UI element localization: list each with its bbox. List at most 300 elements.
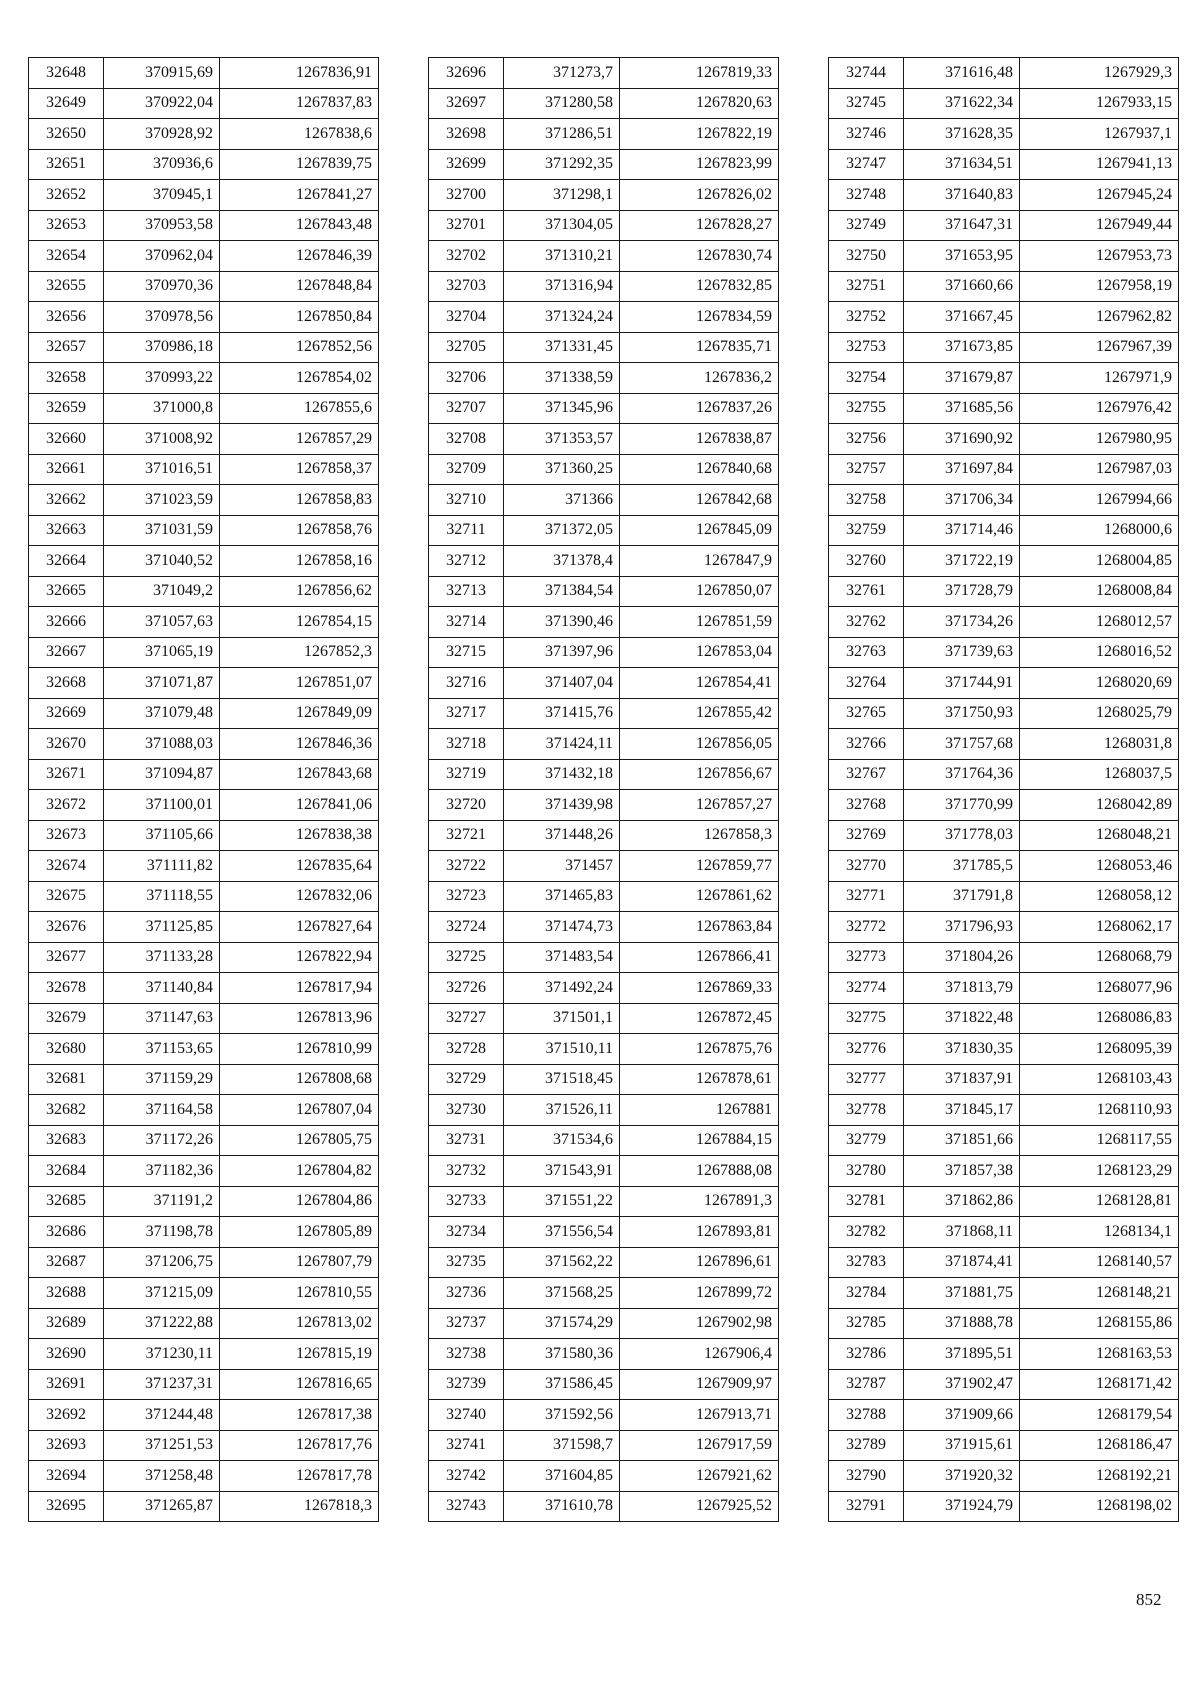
- table-row: [429, 1278, 779, 1309]
- point-number-cell: 32674: [29, 851, 104, 882]
- y-coordinate-cell: 1267917,59: [620, 1430, 779, 1461]
- table-row: [829, 88, 1179, 119]
- x-coordinate-cell: 371105,66: [104, 820, 220, 851]
- x-coordinate-cell: 371757,68: [904, 729, 1020, 760]
- point-number-cell: 32728: [429, 1034, 504, 1065]
- point-number-cell: 32651: [29, 149, 104, 180]
- y-coordinate-cell: 1267851,07: [220, 668, 379, 699]
- y-coordinate-cell: 1268134,1: [1020, 1217, 1179, 1248]
- point-number-cell: 32779: [829, 1125, 904, 1156]
- x-coordinate-cell: 370945,1: [104, 180, 220, 211]
- point-number-cell: 32780: [829, 1156, 904, 1187]
- point-number-cell: 32692: [29, 1400, 104, 1431]
- y-coordinate-cell: 1267878,61: [620, 1064, 779, 1095]
- point-number-cell: 32742: [429, 1461, 504, 1492]
- y-coordinate-cell: 1268042,89: [1020, 790, 1179, 821]
- point-number-cell: 32688: [29, 1278, 104, 1309]
- table-row: [29, 1491, 379, 1522]
- point-number-cell: 32767: [829, 759, 904, 790]
- point-number-cell: 32759: [829, 515, 904, 546]
- x-coordinate-cell: 371378,4: [504, 546, 620, 577]
- y-coordinate-cell: 1267857,29: [220, 424, 379, 455]
- y-coordinate-cell: 1268020,69: [1020, 668, 1179, 699]
- table-row: [429, 1064, 779, 1095]
- x-coordinate-cell: 371634,51: [904, 149, 1020, 180]
- table-row: [429, 881, 779, 912]
- point-number-cell: 32764: [829, 668, 904, 699]
- y-coordinate-cell: 1268148,21: [1020, 1278, 1179, 1309]
- x-coordinate-cell: 371622,34: [904, 88, 1020, 119]
- y-coordinate-cell: 1267804,82: [220, 1156, 379, 1187]
- y-coordinate-cell: 1267854,41: [620, 668, 779, 699]
- table-row: [429, 119, 779, 150]
- x-coordinate-cell: 371079,48: [104, 698, 220, 729]
- table-row: [829, 759, 1179, 790]
- x-coordinate-cell: 371526,11: [504, 1095, 620, 1126]
- table-row: [429, 1156, 779, 1187]
- table-row: [429, 149, 779, 180]
- table-row: [829, 180, 1179, 211]
- point-number-cell: 32686: [29, 1217, 104, 1248]
- y-coordinate-cell: 1267822,19: [620, 119, 779, 150]
- x-coordinate-cell: 371474,73: [504, 912, 620, 943]
- y-coordinate-cell: 1267850,84: [220, 302, 379, 333]
- point-number-cell: 32787: [829, 1369, 904, 1400]
- x-coordinate-cell: 371215,09: [104, 1278, 220, 1309]
- table-row: [429, 973, 779, 1004]
- table-row: [29, 180, 379, 211]
- y-coordinate-cell: 1268048,21: [1020, 820, 1179, 851]
- y-coordinate-cell: 1267921,62: [620, 1461, 779, 1492]
- x-coordinate-cell: 371483,54: [504, 942, 620, 973]
- y-coordinate-cell: 1267945,24: [1020, 180, 1179, 211]
- x-coordinate-cell: 371845,17: [904, 1095, 1020, 1126]
- x-coordinate-cell: 371924,79: [904, 1491, 1020, 1522]
- y-coordinate-cell: 1267805,89: [220, 1217, 379, 1248]
- point-number-cell: 32703: [429, 271, 504, 302]
- table-row: [29, 1156, 379, 1187]
- table-row: [29, 271, 379, 302]
- y-coordinate-cell: 1267845,09: [620, 515, 779, 546]
- x-coordinate-cell: 371909,66: [904, 1400, 1020, 1431]
- table-row: [829, 271, 1179, 302]
- point-number-cell: 32704: [429, 302, 504, 333]
- x-coordinate-cell: 371172,26: [104, 1125, 220, 1156]
- table-row: [429, 241, 779, 272]
- table-row: [829, 912, 1179, 943]
- table-row: [29, 1217, 379, 1248]
- table-row: [429, 302, 779, 333]
- table-row: [829, 1491, 1179, 1522]
- table-row: [429, 515, 779, 546]
- x-coordinate-cell: 370922,04: [104, 88, 220, 119]
- table-row: [429, 393, 779, 424]
- y-coordinate-cell: 1267818,3: [220, 1491, 379, 1522]
- point-number-cell: 32726: [429, 973, 504, 1004]
- y-coordinate-cell: 1267872,45: [620, 1003, 779, 1034]
- table-row: [829, 790, 1179, 821]
- table-row: [429, 1400, 779, 1431]
- x-coordinate-cell: 371902,47: [904, 1369, 1020, 1400]
- y-coordinate-cell: 1267855,42: [620, 698, 779, 729]
- point-number-cell: 32749: [829, 210, 904, 241]
- x-coordinate-cell: 371562,22: [504, 1247, 620, 1278]
- x-coordinate-cell: 371804,26: [904, 942, 1020, 973]
- table-row: [429, 1247, 779, 1278]
- table-row: [29, 698, 379, 729]
- point-number-cell: 32785: [829, 1308, 904, 1339]
- table-row: [429, 912, 779, 943]
- x-coordinate-cell: 370962,04: [104, 241, 220, 272]
- table-row: [29, 607, 379, 638]
- point-number-cell: 32743: [429, 1491, 504, 1522]
- y-coordinate-cell: 1267902,98: [620, 1308, 779, 1339]
- point-number-cell: 32748: [829, 180, 904, 211]
- table-row: [29, 729, 379, 760]
- y-coordinate-cell: 1268198,02: [1020, 1491, 1179, 1522]
- point-number-cell: 32648: [29, 58, 104, 89]
- x-coordinate-cell: 371206,75: [104, 1247, 220, 1278]
- point-number-cell: 32666: [29, 607, 104, 638]
- table-row: [429, 1369, 779, 1400]
- point-number-cell: 32774: [829, 973, 904, 1004]
- table-row: [829, 149, 1179, 180]
- y-coordinate-cell: 1267994,66: [1020, 485, 1179, 516]
- y-coordinate-cell: 1267881: [620, 1095, 779, 1126]
- y-coordinate-cell: 1267857,27: [620, 790, 779, 821]
- point-number-cell: 32676: [29, 912, 104, 943]
- table-row: [29, 515, 379, 546]
- x-coordinate-cell: 371785,5: [904, 851, 1020, 882]
- point-number-cell: 32751: [829, 271, 904, 302]
- table-row: [429, 1003, 779, 1034]
- x-coordinate-cell: 371244,48: [104, 1400, 220, 1431]
- x-coordinate-cell: 371739,63: [904, 637, 1020, 668]
- table-row: [429, 1034, 779, 1065]
- table-row: [429, 637, 779, 668]
- point-number-cell: 32710: [429, 485, 504, 516]
- x-coordinate-cell: 371791,8: [904, 881, 1020, 912]
- point-number-cell: 32682: [29, 1095, 104, 1126]
- x-coordinate-cell: 371690,92: [904, 424, 1020, 455]
- y-coordinate-cell: 1267849,09: [220, 698, 379, 729]
- point-number-cell: 32762: [829, 607, 904, 638]
- point-number-cell: 32697: [429, 88, 504, 119]
- x-coordinate-cell: 371568,25: [504, 1278, 620, 1309]
- y-coordinate-cell: 1267830,74: [620, 241, 779, 272]
- y-coordinate-cell: 1267817,78: [220, 1461, 379, 1492]
- table-row: [829, 1339, 1179, 1370]
- point-number-cell: 32740: [429, 1400, 504, 1431]
- y-coordinate-cell: 1267851,59: [620, 607, 779, 638]
- y-coordinate-cell: 1268128,81: [1020, 1186, 1179, 1217]
- x-coordinate-cell: 371888,78: [904, 1308, 1020, 1339]
- point-number-cell: 32769: [829, 820, 904, 851]
- table-row: [829, 58, 1179, 89]
- point-number-cell: 32702: [429, 241, 504, 272]
- point-number-cell: 32735: [429, 1247, 504, 1278]
- y-coordinate-cell: 1267958,19: [1020, 271, 1179, 302]
- table-row: [29, 119, 379, 150]
- point-number-cell: 32685: [29, 1186, 104, 1217]
- table-row: [29, 790, 379, 821]
- point-number-cell: 32700: [429, 180, 504, 211]
- point-number-cell: 32667: [29, 637, 104, 668]
- y-coordinate-cell: 1268077,96: [1020, 973, 1179, 1004]
- x-coordinate-cell: 371920,32: [904, 1461, 1020, 1492]
- table-row: [29, 1400, 379, 1431]
- y-coordinate-cell: 1268004,85: [1020, 546, 1179, 577]
- point-number-cell: 32737: [429, 1308, 504, 1339]
- point-number-cell: 32706: [429, 363, 504, 394]
- y-coordinate-cell: 1267909,97: [620, 1369, 779, 1400]
- point-number-cell: 32681: [29, 1064, 104, 1095]
- y-coordinate-cell: 1268110,93: [1020, 1095, 1179, 1126]
- x-coordinate-cell: 371673,85: [904, 332, 1020, 363]
- x-coordinate-cell: 371685,56: [904, 393, 1020, 424]
- y-coordinate-cell: 1267987,03: [1020, 454, 1179, 485]
- y-coordinate-cell: 1267836,91: [220, 58, 379, 89]
- table-row: [829, 668, 1179, 699]
- x-coordinate-cell: 371125,85: [104, 912, 220, 943]
- y-coordinate-cell: 1267839,75: [220, 149, 379, 180]
- table-row: [829, 576, 1179, 607]
- table-row: [829, 1430, 1179, 1461]
- y-coordinate-cell: 1267837,26: [620, 393, 779, 424]
- y-coordinate-cell: 1267854,02: [220, 363, 379, 394]
- point-number-cell: 32717: [429, 698, 504, 729]
- y-coordinate-cell: 1267937,1: [1020, 119, 1179, 150]
- y-coordinate-cell: 1267816,65: [220, 1369, 379, 1400]
- table-row: [29, 1186, 379, 1217]
- x-coordinate-cell: 371049,2: [104, 576, 220, 607]
- y-coordinate-cell: 1267861,62: [620, 881, 779, 912]
- x-coordinate-cell: 371191,2: [104, 1186, 220, 1217]
- y-coordinate-cell: 1267815,19: [220, 1339, 379, 1370]
- point-number-cell: 32707: [429, 393, 504, 424]
- x-coordinate-cell: 371360,25: [504, 454, 620, 485]
- point-number-cell: 32777: [829, 1064, 904, 1095]
- table-row: [429, 607, 779, 638]
- x-coordinate-cell: 371222,88: [104, 1308, 220, 1339]
- table-row: [429, 180, 779, 211]
- x-coordinate-cell: 371851,66: [904, 1125, 1020, 1156]
- point-number-cell: 32687: [29, 1247, 104, 1278]
- table-row: [829, 698, 1179, 729]
- y-coordinate-cell: 1267838,87: [620, 424, 779, 455]
- x-coordinate-cell: 371237,31: [104, 1369, 220, 1400]
- x-coordinate-cell: 371366: [504, 485, 620, 516]
- x-coordinate-cell: 371000,8: [104, 393, 220, 424]
- x-coordinate-cell: 371874,41: [904, 1247, 1020, 1278]
- x-coordinate-cell: 371353,57: [504, 424, 620, 455]
- table-row: [29, 546, 379, 577]
- table-row: [429, 1217, 779, 1248]
- point-number-cell: 32695: [29, 1491, 104, 1522]
- table-row: [29, 88, 379, 119]
- y-coordinate-cell: 1267804,86: [220, 1186, 379, 1217]
- y-coordinate-cell: 1267836,2: [620, 363, 779, 394]
- table-row: [429, 729, 779, 760]
- point-number-cell: 32763: [829, 637, 904, 668]
- x-coordinate-cell: 371182,36: [104, 1156, 220, 1187]
- x-coordinate-cell: 371457: [504, 851, 620, 882]
- point-number-cell: 32716: [429, 668, 504, 699]
- x-coordinate-cell: 371432,18: [504, 759, 620, 790]
- point-number-cell: 32701: [429, 210, 504, 241]
- x-coordinate-cell: 371324,24: [504, 302, 620, 333]
- table-row: [29, 973, 379, 1004]
- point-number-cell: 32665: [29, 576, 104, 607]
- y-coordinate-cell: 1267832,06: [220, 881, 379, 912]
- table-row: [829, 485, 1179, 516]
- x-coordinate-cell: 370978,56: [104, 302, 220, 333]
- table-row: [829, 1156, 1179, 1187]
- y-coordinate-cell: 1267858,83: [220, 485, 379, 516]
- x-coordinate-cell: 371640,83: [904, 180, 1020, 211]
- table-row: [429, 363, 779, 394]
- y-coordinate-cell: 1268095,39: [1020, 1034, 1179, 1065]
- y-coordinate-cell: 1267837,83: [220, 88, 379, 119]
- y-coordinate-cell: 1267896,61: [620, 1247, 779, 1278]
- x-coordinate-cell: 371881,75: [904, 1278, 1020, 1309]
- table-row: [829, 1003, 1179, 1034]
- y-coordinate-cell: 1268058,12: [1020, 881, 1179, 912]
- x-coordinate-cell: 371331,45: [504, 332, 620, 363]
- table-row: [429, 58, 779, 89]
- x-coordinate-cell: 371660,66: [904, 271, 1020, 302]
- table-row: [429, 424, 779, 455]
- y-coordinate-cell: 1267847,9: [620, 546, 779, 577]
- x-coordinate-cell: 371153,65: [104, 1034, 220, 1065]
- y-coordinate-cell: 1268103,43: [1020, 1064, 1179, 1095]
- point-number-cell: 32739: [429, 1369, 504, 1400]
- point-number-cell: 32782: [829, 1217, 904, 1248]
- table-row: [429, 546, 779, 577]
- x-coordinate-cell: 371310,21: [504, 241, 620, 272]
- page-number: 852: [1136, 1590, 1162, 1609]
- point-number-cell: 32729: [429, 1064, 504, 1095]
- y-coordinate-cell: 1267823,99: [620, 149, 779, 180]
- x-coordinate-cell: 371598,7: [504, 1430, 620, 1461]
- table-row: [29, 424, 379, 455]
- x-coordinate-cell: 370936,6: [104, 149, 220, 180]
- table-row: [29, 668, 379, 699]
- table-row: [29, 1278, 379, 1309]
- y-coordinate-cell: 1267827,64: [220, 912, 379, 943]
- x-coordinate-cell: 371304,05: [504, 210, 620, 241]
- coordinates-table-3: [828, 57, 1179, 1522]
- point-number-cell: 32746: [829, 119, 904, 150]
- y-coordinate-cell: 1267906,4: [620, 1339, 779, 1370]
- table-row: [29, 210, 379, 241]
- table-row: [29, 1308, 379, 1339]
- y-coordinate-cell: 1268192,21: [1020, 1461, 1179, 1492]
- y-coordinate-cell: 1267929,3: [1020, 58, 1179, 89]
- x-coordinate-cell: 371551,22: [504, 1186, 620, 1217]
- table-row: [29, 1247, 379, 1278]
- x-coordinate-cell: 371534,6: [504, 1125, 620, 1156]
- x-coordinate-cell: 371372,05: [504, 515, 620, 546]
- point-number-cell: 32753: [829, 332, 904, 363]
- y-coordinate-cell: 1267817,76: [220, 1430, 379, 1461]
- table-row: [429, 271, 779, 302]
- x-coordinate-cell: 371465,83: [504, 881, 620, 912]
- point-number-cell: 32652: [29, 180, 104, 211]
- table-row: [29, 1461, 379, 1492]
- y-coordinate-cell: 1267858,76: [220, 515, 379, 546]
- table-row: [829, 241, 1179, 272]
- x-coordinate-cell: 371065,19: [104, 637, 220, 668]
- point-number-cell: 32663: [29, 515, 104, 546]
- point-number-cell: 32723: [429, 881, 504, 912]
- x-coordinate-cell: 371604,85: [504, 1461, 620, 1492]
- table-row: [829, 332, 1179, 363]
- point-number-cell: 32659: [29, 393, 104, 424]
- point-number-cell: 32765: [829, 698, 904, 729]
- point-number-cell: 32791: [829, 1491, 904, 1522]
- x-coordinate-cell: 370928,92: [104, 119, 220, 150]
- point-number-cell: 32721: [429, 820, 504, 851]
- y-coordinate-cell: 1267863,84: [620, 912, 779, 943]
- table-row: [29, 1003, 379, 1034]
- y-coordinate-cell: 1268053,46: [1020, 851, 1179, 882]
- point-number-cell: 32741: [429, 1430, 504, 1461]
- point-number-cell: 32776: [829, 1034, 904, 1065]
- point-number-cell: 32684: [29, 1156, 104, 1187]
- table-row: [429, 851, 779, 882]
- point-number-cell: 32690: [29, 1339, 104, 1370]
- point-number-cell: 32661: [29, 454, 104, 485]
- table-row: [29, 332, 379, 363]
- table-row: [429, 332, 779, 363]
- x-coordinate-cell: 371744,91: [904, 668, 1020, 699]
- y-coordinate-cell: 1267846,36: [220, 729, 379, 760]
- y-coordinate-cell: 1267852,3: [220, 637, 379, 668]
- table-row: [429, 1186, 779, 1217]
- x-coordinate-cell: 371796,93: [904, 912, 1020, 943]
- y-coordinate-cell: 1268000,6: [1020, 515, 1179, 546]
- point-number-cell: 32668: [29, 668, 104, 699]
- x-coordinate-cell: 371230,11: [104, 1339, 220, 1370]
- point-number-cell: 32722: [429, 851, 504, 882]
- table-row: [829, 454, 1179, 485]
- table-row: [29, 393, 379, 424]
- y-coordinate-cell: 1267840,68: [620, 454, 779, 485]
- x-coordinate-cell: 371580,36: [504, 1339, 620, 1370]
- y-coordinate-cell: 1267866,41: [620, 942, 779, 973]
- table-row: [429, 1461, 779, 1492]
- point-number-cell: 32731: [429, 1125, 504, 1156]
- x-coordinate-cell: 371697,84: [904, 454, 1020, 485]
- x-coordinate-cell: 371265,87: [104, 1491, 220, 1522]
- point-number-cell: 32724: [429, 912, 504, 943]
- table-row: [829, 1369, 1179, 1400]
- x-coordinate-cell: 370993,22: [104, 363, 220, 394]
- point-number-cell: 32657: [29, 332, 104, 363]
- y-coordinate-cell: 1267856,62: [220, 576, 379, 607]
- x-coordinate-cell: 371273,7: [504, 58, 620, 89]
- x-coordinate-cell: 371647,31: [904, 210, 1020, 241]
- x-coordinate-cell: 371706,34: [904, 485, 1020, 516]
- table-row: [29, 58, 379, 89]
- point-number-cell: 32760: [829, 546, 904, 577]
- table-row: [429, 668, 779, 699]
- point-number-cell: 32727: [429, 1003, 504, 1034]
- y-coordinate-cell: 1267841,27: [220, 180, 379, 211]
- y-coordinate-cell: 1268031,8: [1020, 729, 1179, 760]
- point-number-cell: 32766: [829, 729, 904, 760]
